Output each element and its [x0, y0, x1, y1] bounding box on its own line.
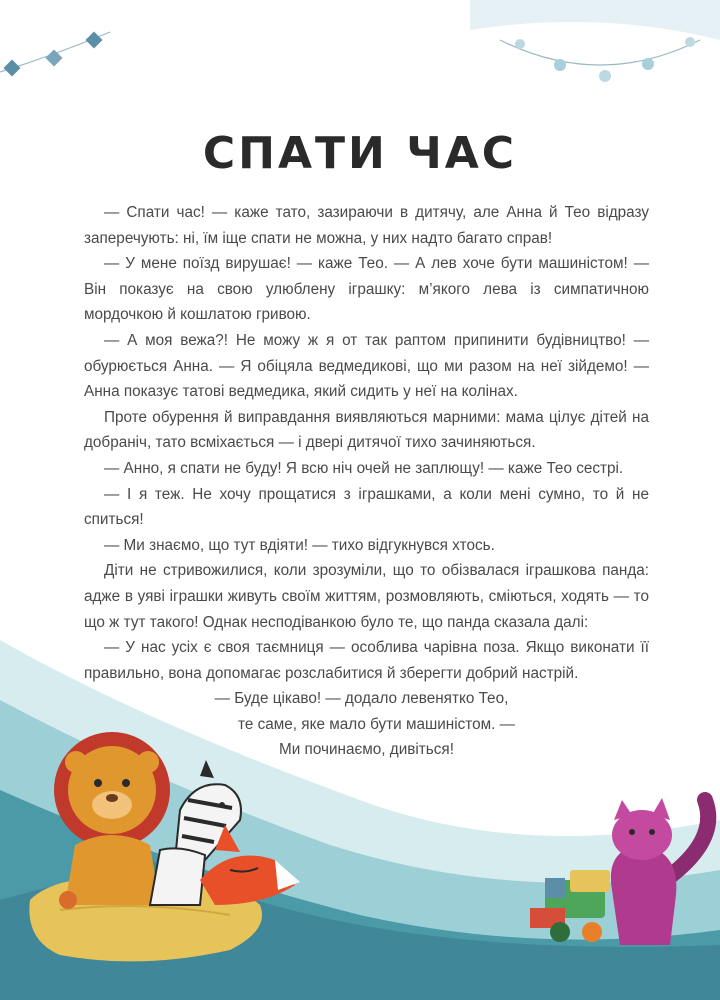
- story-text: [84, 200, 649, 763]
- story-paragraph: — У мене поїзд вирушає! — каже Тео. — А лев хоче бути машиністом! — Він показує на свою улюблену іграшку: м’якого лева із симпатичною мордочкою й кошлатою гривою.: [84, 255, 649, 324]
- story-paragraph: — У нас усіх є своя таємниця — особлива чарівна поза. Якщо виконати її правильно, вона допомагає розслабитися й зберегти добрий настрій.: [84, 639, 649, 682]
- story-paragraph: — Анно, я спати не буду! Я всю ніч очей не заплющу! — каже Тео сестрі.: [104, 459, 624, 477]
- story-paragraph: Діти не стривожилися, коли зрозуміли, що то обізвалася іграшкова панда: адже в уяві іграшки живуть своїм життям, розмовляють, сміються, ходять — то що ж тут такого! Однак несподіванкою було те, що панда сказала далі:: [84, 562, 649, 631]
- bunting-right: [470, 0, 720, 82]
- story-centered-line: Ми починаємо, дивіться!: [279, 741, 454, 759]
- story-centered-line: — Буде цікаво! — додало левенятко Тео,: [214, 690, 509, 708]
- story-paragraph: — А моя вежа?! Не можу ж я от так раптом припинити будівництво! — обурюється Анна. — Я обіцяла ведмедикові, що ми разом на неї зійдемо! — Анна показує татові ведмедика, який сидить у неї на колінах.: [84, 331, 649, 401]
- page-title: СПАТИ ЧАС: [202, 128, 518, 179]
- story-centered-line: те саме, яке мало бути машиністом. —: [238, 715, 515, 733]
- story-paragraph: — І я теж. Не хочу прощатися з іграшками, а коли мені сумно, то й не спиться!: [84, 485, 649, 529]
- story-paragraph: — Ми знаємо, що тут вдіяти! — тихо відгукнувся хтось.: [104, 536, 495, 554]
- bunting-left: [0, 32, 110, 77]
- story-paragraph: — Спати час! — каже тато, зазираючи в дитячу, але Анна й Тео відразу заперечують: ні, їм іще спати не можна, у них надто багато справ!: [84, 204, 649, 247]
- story-paragraph: Проте обурення й виправдання виявляються марними: мама цілує дітей на добраніч, тато всміхається — і двері дитячої тихо зачиняються.: [84, 408, 649, 452]
